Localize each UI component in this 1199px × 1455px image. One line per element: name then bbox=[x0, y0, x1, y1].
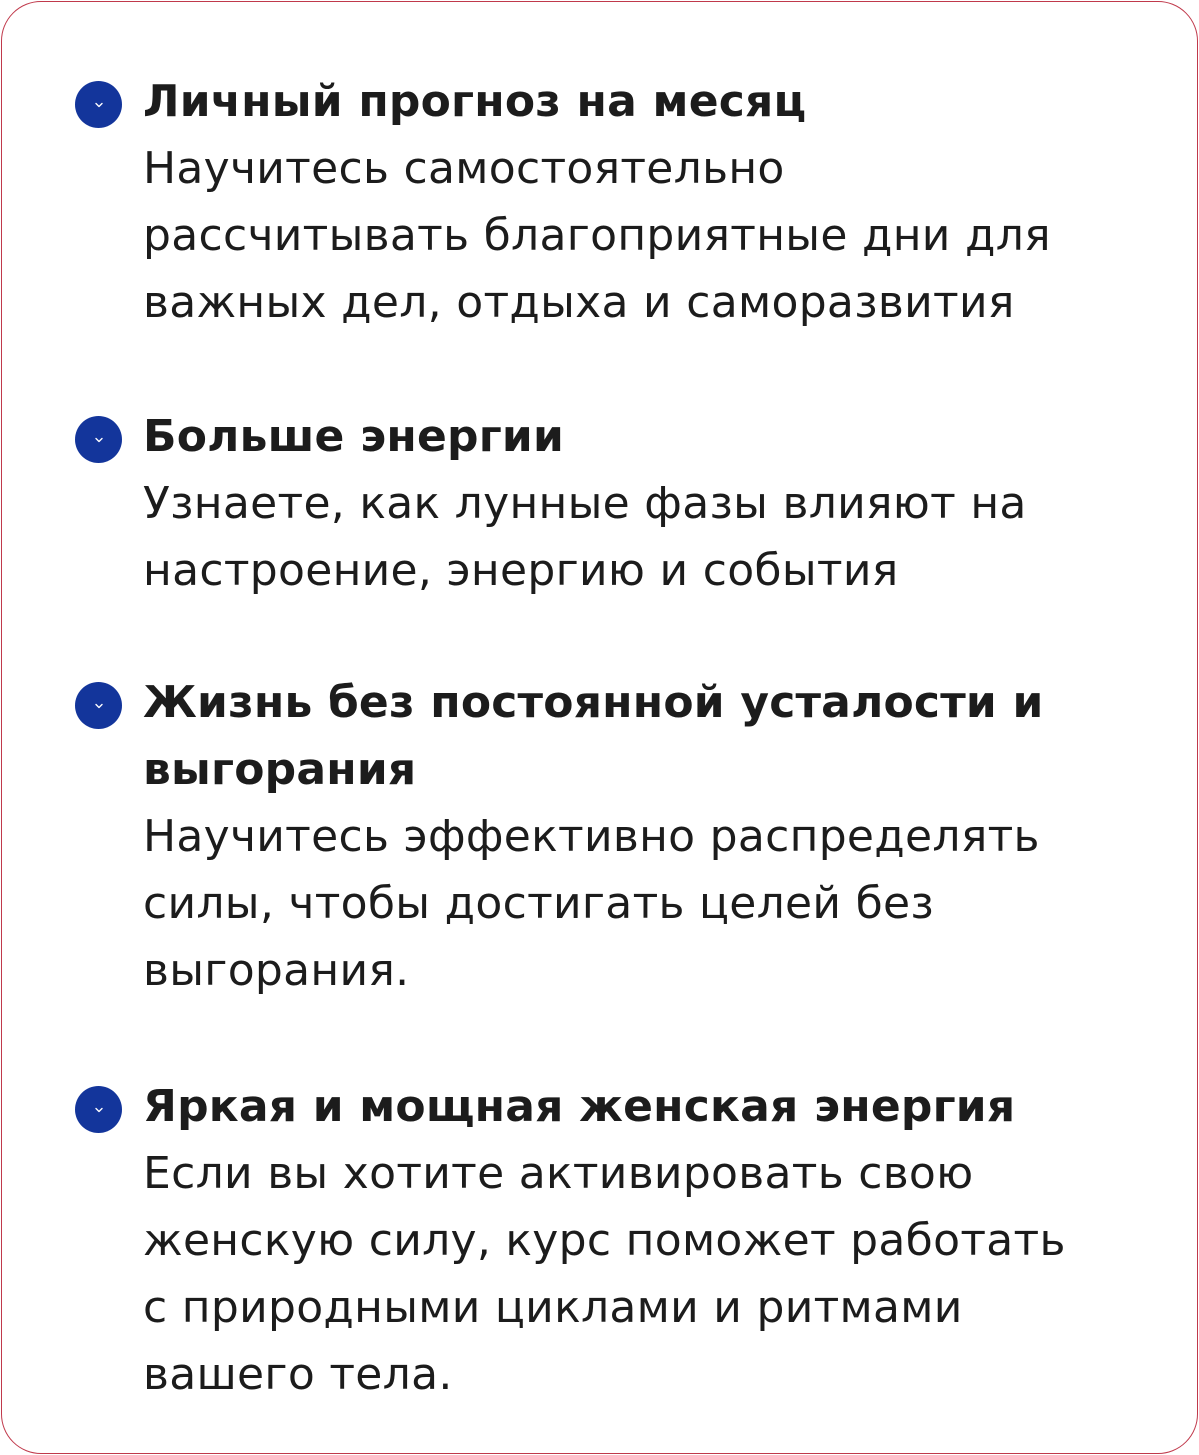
benefit-text bbox=[143, 1073, 1143, 1408]
benefit-description-line: силы, чтобы достигать целей без bbox=[143, 878, 935, 929]
benefit-description-line: рассчитывать благоприятные дни для bbox=[143, 210, 1051, 261]
benefits-card bbox=[1, 1, 1198, 1454]
benefit-description-line: важных дел, отдыха и саморазвития bbox=[143, 277, 1015, 328]
benefit-text bbox=[143, 669, 1143, 1004]
benefit-title: Жизнь без постоянной усталости и bbox=[143, 677, 1044, 728]
benefit-title: Яркая и мощная женская энергия bbox=[143, 1081, 1016, 1132]
benefit-description-line: вашего тела. bbox=[143, 1349, 453, 1400]
benefit-title: Личный прогноз на месяц bbox=[143, 76, 807, 127]
benefit-title: Больше энергии bbox=[143, 411, 564, 462]
benefit-text bbox=[143, 68, 1143, 336]
benefit-description-line: Узнаете, как лунные фазы влияют на bbox=[143, 478, 1027, 529]
chevron-down-icon bbox=[75, 81, 122, 128]
benefit-text bbox=[143, 403, 1143, 604]
benefit-description-line: выгорания. bbox=[143, 945, 410, 996]
benefit-description-line: Если вы хотите активировать свою bbox=[143, 1148, 974, 1199]
benefit-description-line: с природными циклами и ритмами bbox=[143, 1282, 963, 1333]
benefit-description-line: настроение, энергию и события bbox=[143, 545, 899, 596]
benefit-description-line: женскую силу, курс поможет работать bbox=[143, 1215, 1066, 1266]
chevron-down-icon bbox=[75, 682, 122, 729]
chevron-down-icon bbox=[75, 416, 122, 463]
benefit-description-line: Научитесь самостоятельно bbox=[143, 143, 785, 194]
chevron-down-icon bbox=[75, 1086, 122, 1133]
benefit-title-line: выгорания bbox=[143, 744, 417, 795]
benefit-description-line: Научитесь эффективно распределять bbox=[143, 811, 1040, 862]
